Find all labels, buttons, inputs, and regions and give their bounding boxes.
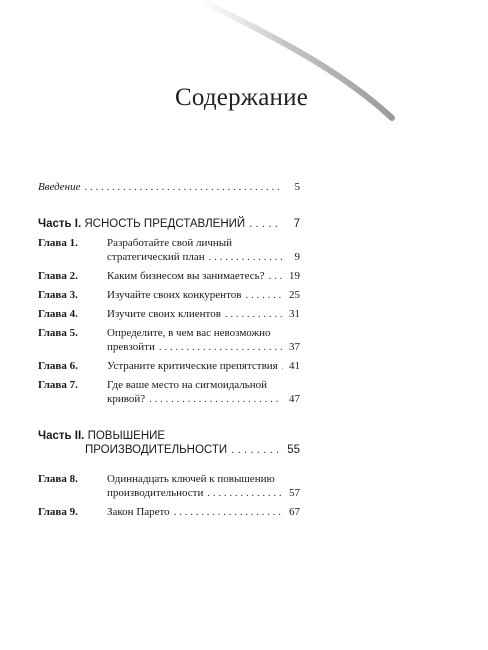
toc-chapter-4[interactable]: [38, 307, 300, 321]
toc-entry-intro[interactable]: [38, 180, 300, 194]
toc-chapter-9[interactable]: [38, 505, 300, 519]
table-of-contents: [38, 180, 300, 519]
intro-label: Введение: [38, 181, 81, 193]
page-number: 55: [287, 444, 300, 456]
chapter-title-line1: Закон Парето: [107, 506, 170, 518]
leader-dots: [174, 505, 282, 519]
part-title: ЯСНОСТЬ ПРЕДСТАВЛЕНИЙ: [84, 218, 246, 230]
chapter-title-line2: стратегический план: [107, 251, 205, 263]
chapter-label: Глава 2.: [38, 270, 78, 282]
leader-dots: [207, 486, 282, 500]
leader-dots: [225, 307, 282, 321]
leader-dots: [209, 250, 282, 264]
chapter-label: Глава 8.: [38, 473, 78, 485]
leader-dots: [245, 288, 282, 302]
part-title-line2: ПРОИЗВОДИТЕЛЬНОСТИ: [85, 444, 228, 456]
chapter-title-line1: Где ваше место на сигмоидальной: [107, 379, 268, 391]
chapter-title-line1: Разработайте свой личный: [107, 237, 233, 249]
leader-dots: [231, 443, 282, 457]
page-number: 41: [289, 360, 300, 372]
toc-chapter-8[interactable]: [38, 472, 300, 500]
page-number: 19: [289, 270, 300, 282]
chapter-title-line1: Одиннадцать ключей к повышению: [107, 473, 275, 485]
part-label: Часть I.: [38, 218, 82, 230]
page-number: 67: [289, 506, 300, 518]
page-number: 31: [289, 308, 300, 320]
chapter-title-line2: превзойти: [107, 341, 155, 353]
toc-chapter-7[interactable]: [38, 378, 300, 406]
chapter-label: Глава 4.: [38, 308, 78, 320]
toc-chapter-6[interactable]: [38, 359, 300, 373]
leader-dots: [269, 269, 282, 283]
chapter-title-line1: Определите, в чем вас невозможно: [107, 327, 271, 339]
chapter-label: Глава 3.: [38, 289, 78, 301]
toc-chapter-3[interactable]: [38, 288, 300, 302]
toc-part-2[interactable]: [38, 429, 300, 457]
leader-dots: [85, 180, 282, 194]
page-number: 57: [289, 487, 300, 499]
leader-dots: [149, 392, 282, 406]
part-label: Часть II.: [38, 430, 85, 442]
toc-part-1[interactable]: [38, 217, 300, 231]
page-number: 47: [289, 393, 300, 405]
chapter-title-line2: производительности: [107, 487, 204, 499]
part-title-line1: ПОВЫШЕНИЕ: [87, 430, 166, 442]
page-number: 37: [289, 341, 300, 353]
chapter-label: Глава 5.: [38, 327, 78, 339]
page-title: Содержание: [175, 84, 308, 111]
page-number: 5: [294, 181, 300, 193]
page-number: 25: [289, 289, 300, 301]
leader-dots: [159, 340, 282, 354]
leader-dots: [249, 217, 282, 231]
chapter-title-line1: Каким бизнесом вы занимаетесь?: [107, 270, 265, 282]
chapter-label: Глава 7.: [38, 379, 78, 391]
toc-chapter-1[interactable]: [38, 236, 300, 264]
chapter-label: Глава 9.: [38, 506, 78, 518]
page-number: 9: [294, 251, 300, 263]
chapter-title-line1: Изучите своих клиентов: [107, 308, 221, 320]
decorative-corner-arc: [0, 0, 488, 140]
toc-chapter-5[interactable]: [38, 326, 300, 354]
chapter-label: Глава 6.: [38, 360, 78, 372]
chapter-title-line2: кривой?: [107, 393, 146, 405]
chapter-label: Глава 1.: [38, 237, 78, 249]
chapter-title-line1: Изучайте своих конкурентов: [107, 289, 242, 301]
page-number: 7: [293, 218, 300, 230]
toc-chapter-2[interactable]: [38, 269, 300, 283]
chapter-title-line1: Устраните критические препятствия: [107, 360, 278, 372]
